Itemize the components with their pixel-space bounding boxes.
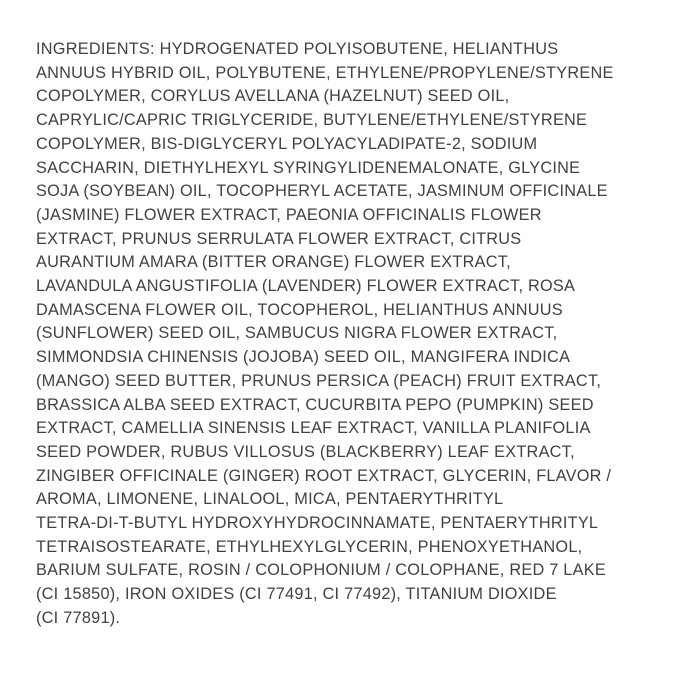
ingredients-line: COPOLYMER, BIS-DIGLYCERYL POLYACYLADIPATE-2, SODIUM	[36, 134, 538, 153]
ingredients-line: DAMASCENA FLOWER OIL, TOCOPHEROL, HELIANTHUS ANNUUS	[36, 300, 563, 319]
ingredients-line: TETRAISOSTEARATE, ETHYLHEXYLGLYCERIN, PHENOXYETHANOL,	[36, 537, 583, 556]
ingredients-line: EXTRACT, PRUNUS SERRULATA FLOWER EXTRACT, CITRUS	[36, 229, 522, 248]
ingredients-line: (CI 77891).	[36, 608, 121, 627]
ingredients-line: LAVANDULA ANGUSTIFOLIA (LAVENDER) FLOWER EXTRACT, ROSA	[36, 277, 576, 296]
ingredients-list	[36, 38, 648, 631]
ingredients-line: SACCHARIN, DIETHYLHEXYL SYRINGYLIDENEMALONATE, GLYCINE	[36, 158, 581, 177]
ingredients-line: EXTRACT, CAMELLIA SINENSIS LEAF EXTRACT, VANILLA PLANIFOLIA	[36, 419, 591, 438]
ingredients-line: INGREDIENTS: HYDROGENATED POLYISOBUTENE, HELIANTHUS	[36, 40, 559, 58]
ingredients-line: SEED POWDER, RUBUS VILLOSUS (BLACKBERRY) LEAF EXTRACT,	[36, 442, 575, 461]
ingredients-line: SIMMONDSIA CHINENSIS (JOJOBA) SEED OIL, MANGIFERA INDICA	[36, 348, 571, 367]
ingredients-line: (MANGO) SEED BUTTER, PRUNUS PERSICA (PEACH) FRUIT EXTRACT,	[36, 371, 602, 390]
ingredients-line: AURANTIUM AMARA (BITTER ORANGE) FLOWER EXTRACT,	[36, 253, 511, 272]
ingredients-line: (SUNFLOWER) SEED OIL, SAMBUCUS NIGRA FLOWER EXTRACT,	[36, 324, 558, 343]
ingredients-line: COPOLYMER, CORYLUS AVELLANA (HAZELNUT) SEED OIL,	[36, 87, 510, 106]
ingredients-line: (CI 15850), IRON OXIDES (CI 77491, CI 77492), TITANIUM DIOXIDE	[36, 585, 557, 604]
ingredients-line: AROMA, LIMONENE, LINALOOL, MICA, PENTAERYTHRITYL	[36, 490, 504, 509]
ingredients-line: SOJA (SOYBEAN) OIL, TOCOPHERYL ACETATE, JASMINUM OFFICINALE	[36, 182, 608, 201]
ingredients-line: TETRA-DI-T-BUTYL HYDROXYHYDROCINNAMATE, PENTAERYTHRITYL	[36, 514, 599, 533]
ingredients-line: BRASSICA ALBA SEED EXTRACT, CUCURBITA PEPO (PUMPKIN) SEED	[36, 395, 594, 414]
ingredients-line: CAPRYLIC/CAPRIC TRIGLYCERIDE, BUTYLENE/ETHYLENE/STYRENE	[36, 111, 588, 130]
ingredients-line: (JASMINE) FLOWER EXTRACT, PAEONIA OFFICINALIS FLOWER	[36, 205, 542, 224]
ingredients-line: ZINGIBER OFFICINALE (GINGER) ROOT EXTRACT, GLYCERIN, FLAVOR /	[36, 466, 612, 485]
ingredients-line: ANNUUS HYBRID OIL, POLYBUTENE, ETHYLENE/PROPYLENE/STYRENE	[36, 63, 614, 82]
ingredients-line: BARIUM SULFATE, ROSIN / COLOPHONIUM / COLOPHANE, RED 7 LAKE	[36, 561, 606, 580]
